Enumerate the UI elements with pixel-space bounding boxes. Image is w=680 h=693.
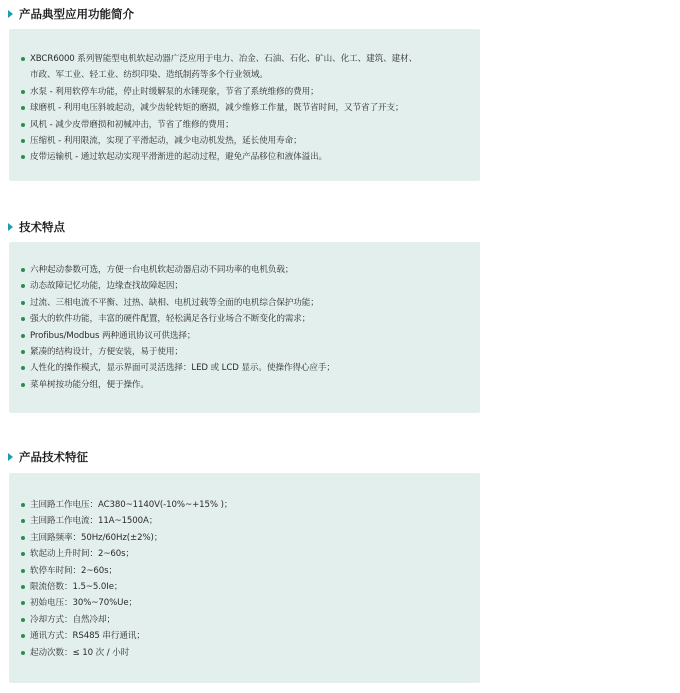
bullet-dot-icon <box>21 155 25 159</box>
triangle-bullet-icon <box>8 223 13 231</box>
list-item <box>21 612 480 628</box>
bullet-dot-icon <box>21 569 25 573</box>
list-item-text: 起动次数：≤ 10 次 / 小时 <box>30 647 130 658</box>
list-item <box>21 546 480 562</box>
bullet-dot-icon <box>21 123 25 127</box>
list-item <box>21 497 480 513</box>
bullet-dot-icon <box>21 301 25 305</box>
section-title-text: 产品技术特征 <box>19 450 88 464</box>
list-item <box>21 278 480 294</box>
bullet-dot-icon <box>21 634 25 638</box>
list-item-text: 主回路工作电压：AC380~1140V(-10%~+15% )； <box>30 500 233 510</box>
list-item-text: 限流倍数：1.5~5.0Ie； <box>30 582 123 593</box>
list-item-text: 六种起动参数可选，方便一台电机软起动器启动不同功率的电机负载； <box>30 265 294 275</box>
list-item <box>21 133 480 149</box>
list-item <box>21 377 480 393</box>
list-item <box>21 344 480 360</box>
list-item-text: 软起动上升时间：2~60s； <box>30 549 135 560</box>
bullet-dot-icon <box>21 519 25 523</box>
list-item <box>21 628 480 644</box>
specs-panel <box>9 473 480 683</box>
specs-list <box>21 497 480 661</box>
list-item-text: 强大的软件功能，丰富的硬件配置，轻松满足各行业场合不断变化的需求； <box>30 314 311 325</box>
list-item-text: Profibus/Modbus 两种通讯协议可供选择； <box>30 330 196 341</box>
list-item-text: 皮带运输机 - 通过软起动实现平滑渐进的起动过程，避免产品移位和液体溢出。 <box>30 152 328 163</box>
list-item-text: 水泵 - 利用软停车功能，停止时缓解泵的水锤现象，节省了系统维修的费用； <box>30 86 319 97</box>
list-item-text: 风机 - 减少皮带磨损和初械冲击，节省了维修的费用； <box>30 119 234 130</box>
section-title-text: 技术特点 <box>19 220 65 234</box>
bullet-dot-icon <box>21 139 25 143</box>
bullet-dot-icon <box>21 651 25 655</box>
applications-panel <box>9 29 480 181</box>
bullet-dot-icon <box>21 383 25 387</box>
features-panel <box>9 242 480 413</box>
list-item <box>21 311 480 327</box>
list-item <box>21 513 480 529</box>
list-item-text: 市政、军工业、轻工业、纺织印染、造纸制药等多个行业领域。 <box>30 70 268 81</box>
section-title-features <box>8 218 65 236</box>
bullet-dot-icon <box>21 57 25 61</box>
section-title-specs <box>8 448 88 466</box>
list-item-text: 过流、三相电流不平衡、过热、缺相、电机过载等全面的电机综合保护功能； <box>30 297 319 308</box>
list-item-text: 初始电压：30%~70%Ue； <box>30 598 138 609</box>
list-item <box>21 579 480 595</box>
list-item-text: 紧凑的结构设计，方便安装，易于使用； <box>30 347 183 358</box>
list-item-text: 动态故障记忆功能，边缘查找故障起因； <box>30 281 183 292</box>
bullet-dot-icon <box>21 618 25 622</box>
bullet-dot-icon <box>21 552 25 556</box>
bullet-dot-icon <box>21 585 25 589</box>
applications-list <box>21 51 480 166</box>
list-item <box>21 645 480 661</box>
list-item-text: 球磨机 - 利用电压斜坡起动，减少齿轮转矩的磨损，减少维修工作量，既节省时间，又节省了开支； <box>30 103 404 114</box>
list-item-text: 主回路频率：50Hz/60Hz(±2%)； <box>30 532 163 543</box>
bullet-dot-icon <box>21 106 25 110</box>
list-item <box>21 51 480 84</box>
bullet-dot-icon <box>21 350 25 354</box>
list-item <box>21 262 480 278</box>
bullet-dot-icon <box>21 268 25 272</box>
list-item <box>21 117 480 133</box>
list-item <box>21 295 480 311</box>
list-item-text: 压缩机 - 利用限流，实现了平滑起动，减少电动机发热，延长使用寿命； <box>30 136 302 147</box>
triangle-bullet-icon <box>8 10 13 18</box>
bullet-dot-icon <box>21 284 25 288</box>
list-item-text: 主回路工作电流：11A~1500A； <box>30 516 158 527</box>
list-item-text: 冷却方式：自然冷却； <box>30 614 115 625</box>
bullet-dot-icon <box>21 90 25 94</box>
list-item <box>21 100 480 116</box>
list-item-text: 人性化的操作模式，显示界面可灵活选择：LED 或 LCD 显示。使操作得心应手； <box>30 363 335 374</box>
bullet-dot-icon <box>21 317 25 321</box>
list-item <box>21 328 480 344</box>
list-item <box>21 563 480 579</box>
list-item <box>21 149 480 165</box>
bullet-dot-icon <box>21 503 25 507</box>
section-title-text: 产品典型应用功能简介 <box>19 7 134 21</box>
bullet-dot-icon <box>21 366 25 370</box>
triangle-bullet-icon <box>8 453 13 461</box>
bullet-dot-icon <box>21 334 25 338</box>
list-item-text: 菜单树按功能分组，便于操作。 <box>30 379 149 390</box>
section-title-applications <box>8 5 134 23</box>
list-item-text: XBCR6000 系列智能型电机软起动器广泛应用于电力、冶金、石油、石化、矿山、化工、建筑、建材、 <box>30 54 418 64</box>
list-item <box>21 84 480 100</box>
list-item <box>21 530 480 546</box>
list-item-text: 软停车时间：2~60s； <box>30 565 118 576</box>
bullet-dot-icon <box>21 536 25 540</box>
list-item-text: 通讯方式：RS485 串行通讯； <box>30 631 145 642</box>
bullet-dot-icon <box>21 601 25 605</box>
list-item <box>21 595 480 611</box>
list-item <box>21 360 480 376</box>
features-list <box>21 262 480 393</box>
